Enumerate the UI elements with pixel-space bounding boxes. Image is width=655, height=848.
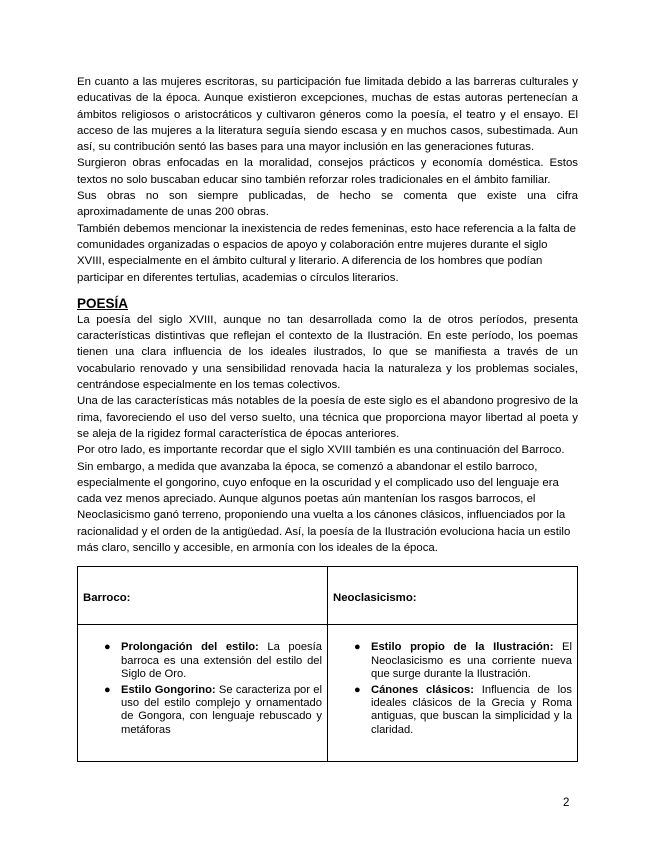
bullet-icon: ●: [104, 683, 111, 696]
cell-neoclasicismo: [328, 625, 578, 762]
list-item-term: Prolongación del estilo:: [121, 641, 259, 654]
table-header-row: [78, 567, 578, 625]
header-neoclasicismo: Neoclasicismo:: [328, 567, 578, 625]
list-item: [354, 641, 573, 681]
neoclasicismo-list: [333, 641, 572, 737]
paragraph-barroco-neoclasicismo: Por otro lado, es importante recordar que el siglo XVIII también es una continuación del Barroco. Sin embargo, a medida que avanzaba la época, se comenzó a abandonar el estilo barroco, especialmente el gongorino, cuyo enfoque en la oscuridad y el complicado uso del lenguaje era cada vez menos apreciado. Aunque algunos poetas aún mantenían los rasgos barrocos, el Neoclasicismo ganó terreno, proponiendo una vuelta a los cánones clásicos, influenciados por la racionalidad y el orden de la antigüedad. Así, la poesía de la Ilustración evoluciona hacia un estilo más claro, sencillo y accesible, en armonía con los ideales de la época.: [77, 444, 571, 555]
barroco-list: [83, 641, 322, 737]
page-content: [77, 74, 578, 762]
list-item-text: El Neoclasicismo es una corriente nueva que surge durante la Ilustración.: [371, 641, 573, 681]
paragraph-mujeres-escritoras: En cuanto a las mujeres escritoras, su participación fue limitada debido a las barreras culturales y educativas de la época. Aunque existieron excepciones, muchas de estas autoras pertenecían a ámbitos religiosos o aristocráticos y cultivaron géneros como la poesía, el teatro y el ensayo. El acceso de las mujeres a la literatura seguía siendo escasa y en muchos casos, subestimada. Aun así, su contribución sentó las bases para una mayor inclusión en las generaciones futuras.: [77, 76, 578, 154]
list-item: [104, 683, 322, 738]
bullet-icon: ●: [354, 683, 361, 696]
bullet-icon: ●: [104, 641, 111, 654]
list-item: [104, 641, 322, 681]
list-item-term: Estilo Gongorino:: [121, 683, 216, 696]
paragraph-obras-publicadas: Sus obras no son siempre publicadas, de hecho se comenta que existe una cifra aproximadamente de unas 200 obras.: [77, 190, 578, 219]
bullet-icon: ●: [354, 641, 361, 654]
paragraph-abandono-rima: Una de las características más notables de la poesía de este siglo es el abandono progresivo de la rima, favoreciendo el uso del verso suelto, una técnica que proporciona mayor libertad al poeta y se aleja de la rigidez formal característica de épocas anteriores.: [77, 395, 578, 440]
list-item-text: Influencia de los ideales clásicos de la Grecia y Roma antiguas, que buscan la simplicidad y la claridad.: [371, 683, 572, 736]
list-item-term: Estilo propio de la Ilustración:: [371, 641, 554, 654]
table-body-row: [78, 625, 578, 762]
paragraph-poesia-siglo: La poesía del siglo XVIII, aunque no tan desarrollada como la de otros períodos, presenta características distintivas que reflejan el contexto de la Ilustración. En este período, los poemas tienen una clara influencia de los ideales ilustrados, lo que se manifiesta a través de un vocabulario renovado y una sensibilidad renovada hacia la naturaleza y los problemas sociales, centrándose especialmente en los temas colectivos.: [77, 313, 578, 392]
list-item-text: La poesía barroca es una extensión del estilo del Siglo de Oro.: [121, 641, 322, 681]
paragraph-redes-femeninas: También debemos mencionar la inexistencia de redes femeninas, esto hace referencia a la falta de comunidades organizadas o espacios de apoyo y colaboración entre mujeres durante el siglo XVIII, especialmente en el ámbito cultural y literario. A diferencia de los hombres que podían participar en diferentes tertulias, academias o círculos literarios.: [77, 222, 576, 284]
list-item-term: Cánones clásicos:: [371, 683, 474, 696]
cell-barroco: [78, 625, 328, 762]
section-heading-poesia: POESÍA: [77, 295, 129, 311]
header-barroco: Barroco:: [78, 567, 328, 625]
list-item: [354, 683, 572, 738]
comparison-table: [77, 566, 578, 762]
paragraph-obras-enfocadas: Surgieron obras enfocadas en la moralidad, consejos prácticos y economía doméstica. Estos textos no solo buscaban educar sino también reforzar roles tradicionales en el ámbito familiar.: [77, 157, 578, 186]
page-number: 2: [563, 797, 570, 809]
list-item-text: Se caracteriza por el uso del estilo complejo y ornamentado de Gongora, con lenguaje rebuscado y metáforas: [121, 683, 322, 736]
